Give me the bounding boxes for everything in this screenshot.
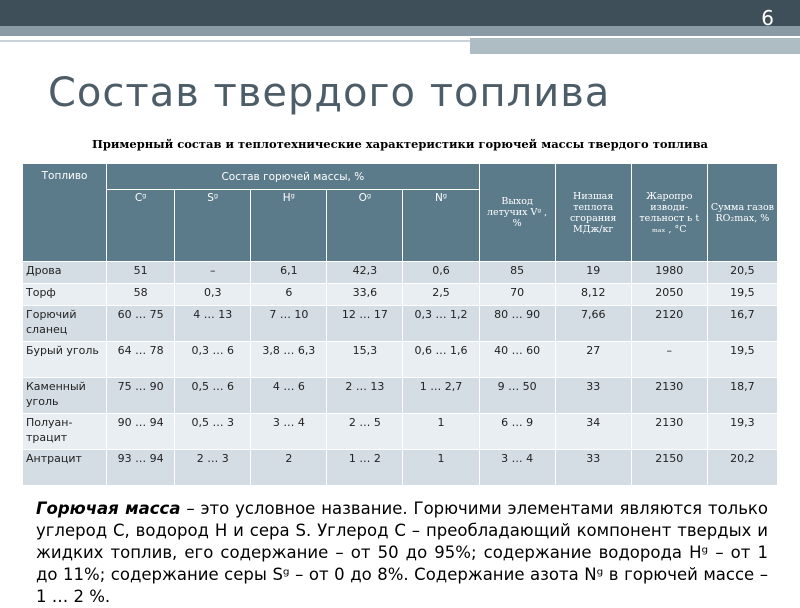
- cell-sulfur: 0,5 … 6: [175, 378, 251, 414]
- cell-nitrogen: 2,5: [403, 284, 479, 306]
- cell-hydrogen: 3,8 … 6,3: [251, 342, 327, 378]
- cell-nitrogen: 0,6: [403, 262, 479, 284]
- cell-nitrogen: 1: [403, 450, 479, 486]
- header-line: [0, 40, 470, 42]
- cell-heat: 33: [555, 450, 631, 486]
- cell-hydrogen: 6,1: [251, 262, 327, 284]
- cell-sulfur: 0,3 … 6: [175, 342, 251, 378]
- table-caption: Примерный состав и теплотехнические характеристики горючей массы твердого топлива: [91, 137, 709, 151]
- cell-hydrogen: 7 … 10: [251, 306, 327, 342]
- cell-hydrogen: 2: [251, 450, 327, 486]
- body-term: Горючая масса: [36, 499, 181, 518]
- cell-gases: 16,7: [707, 306, 777, 342]
- cell-heat: 19: [555, 262, 631, 284]
- cell-carbon: 60 … 75: [107, 306, 175, 342]
- header-stripe: [0, 26, 800, 36]
- fuel-name: Горючий сланец: [23, 306, 107, 342]
- cell-sulfur: 2 … 3: [175, 450, 251, 486]
- cell-oxygen: 1 … 2: [327, 450, 403, 486]
- cell-gases: 19,3: [707, 414, 777, 450]
- cell-carbon: 64 … 78: [107, 342, 175, 378]
- cell-temp: 2050: [631, 284, 707, 306]
- cell-heat: 27: [555, 342, 631, 378]
- header-fuel: Топливо: [23, 164, 107, 262]
- cell-gases: 19,5: [707, 284, 777, 306]
- cell-heat: 7,66: [555, 306, 631, 342]
- cell-hydrogen: 3 … 4: [251, 414, 327, 450]
- cell-temp: –: [631, 342, 707, 378]
- cell-carbon: 75 … 90: [107, 378, 175, 414]
- cell-oxygen: 33,6: [327, 284, 403, 306]
- cell-hydrogen: 4 … 6: [251, 378, 327, 414]
- header-nitrogen: Nᵍ: [403, 190, 479, 262]
- cell-volatile: 40 … 60: [479, 342, 555, 378]
- cell-volatile: 3 … 4: [479, 450, 555, 486]
- cell-heat: 33: [555, 378, 631, 414]
- header-accent: [470, 38, 800, 54]
- slide-number: 6: [761, 6, 774, 30]
- cell-carbon: 58: [107, 284, 175, 306]
- cell-carbon: 93 … 94: [107, 450, 175, 486]
- cell-volatile: 6 … 9: [479, 414, 555, 450]
- cell-nitrogen: 0,3 … 1,2: [403, 306, 479, 342]
- cell-carbon: 51: [107, 262, 175, 284]
- cell-sulfur: 4 … 13: [175, 306, 251, 342]
- cell-temp: 2120: [631, 306, 707, 342]
- cell-heat: 8,12: [555, 284, 631, 306]
- header-band: [0, 0, 800, 26]
- fuel-name: Дрова: [23, 262, 107, 284]
- slide-title: Состав твердого топлива: [48, 70, 611, 116]
- cell-gases: 20,2: [707, 450, 777, 486]
- cell-volatile: 85: [479, 262, 555, 284]
- cell-oxygen: 42,3: [327, 262, 403, 284]
- cell-nitrogen: 0,6 … 1,6: [403, 342, 479, 378]
- fuel-name: Каменный уголь: [23, 378, 107, 414]
- header-gases: Сумма газов RO₂max, %: [707, 164, 777, 262]
- cell-nitrogen: 1: [403, 414, 479, 450]
- cell-carbon: 90 … 94: [107, 414, 175, 450]
- header-composition: Состав горючей массы, %: [107, 164, 479, 190]
- fuel-name: Торф: [23, 284, 107, 306]
- cell-sulfur: 0,5 … 3: [175, 414, 251, 450]
- body-text: – это условное название. Горючими элементами являются только углерод С, водород Н и сера S. Углерод С – преобладающий компонент твердых и жидких топлив, его содержание – от 50 до 95%; содержание водорода Hᵍ – от 1 до 11%; содержание серы Sᵍ – от 0 до 8%. Содержание азота Nᵍ в горючей массе – 1 … 2 %.: [36, 499, 768, 606]
- header-volatile: Выход летучих Vᵍ , %: [479, 164, 555, 262]
- cell-temp: 2130: [631, 414, 707, 450]
- cell-heat: 34: [555, 414, 631, 450]
- cell-gases: 19,5: [707, 342, 777, 378]
- cell-nitrogen: 1 … 2,7: [403, 378, 479, 414]
- body-paragraph: [36, 498, 768, 608]
- header-temp: Жаропро изводи-тельност ь t ₘₐₓ , °C: [631, 164, 707, 262]
- cell-gases: 20,5: [707, 262, 777, 284]
- cell-temp: 1980: [631, 262, 707, 284]
- cell-volatile: 70: [479, 284, 555, 306]
- header-carbon: Cᵍ: [107, 190, 175, 262]
- cell-temp: 2130: [631, 378, 707, 414]
- cell-sulfur: 0,3: [175, 284, 251, 306]
- cell-gases: 18,7: [707, 378, 777, 414]
- cell-oxygen: 2 … 13: [327, 378, 403, 414]
- cell-oxygen: 15,3: [327, 342, 403, 378]
- cell-sulfur: –: [175, 262, 251, 284]
- header-heat: Низшая теплота сгорания МДж/кг: [555, 164, 631, 262]
- fuel-name: Антрацит: [23, 450, 107, 486]
- header-hydrogen: Hᵍ: [251, 190, 327, 262]
- cell-oxygen: 12 … 17: [327, 306, 403, 342]
- fuel-name: Бурый уголь: [23, 342, 107, 378]
- cell-volatile: 9 … 50: [479, 378, 555, 414]
- cell-oxygen: 2 … 5: [327, 414, 403, 450]
- cell-hydrogen: 6: [251, 284, 327, 306]
- cell-temp: 2150: [631, 450, 707, 486]
- fuel-name: Полуан-трацит: [23, 414, 107, 450]
- header-oxygen: Oᵍ: [327, 190, 403, 262]
- cell-volatile: 80 … 90: [479, 306, 555, 342]
- fuel-table: [22, 163, 778, 486]
- header-sulfur: Sᵍ: [175, 190, 251, 262]
